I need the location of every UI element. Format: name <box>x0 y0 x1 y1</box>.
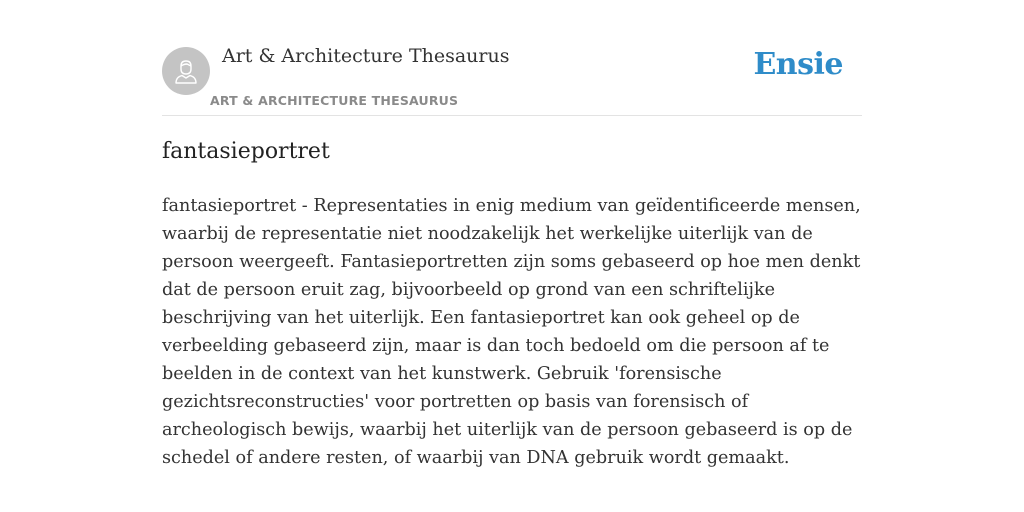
brand-logo[interactable]: Ensie <box>753 47 843 82</box>
header <box>162 0 862 116</box>
source-title[interactable]: Art & Architecture Thesaurus <box>222 45 510 67</box>
avatar[interactable] <box>162 47 210 95</box>
definition-text: fantasieportret - Representaties in enig medium van geïdentificeerde mensen, waarbij de representatie niet noodzakelijk het werkelijke uiterlijk van de persoon weergeeft. Fantasieportretten zijn soms gebaseerd op hoe men denkt dat de persoon eruit zag, bijvoorbeeld op grond van een schriftelijke beschrijving van het uiterlijk. Een fantasieportret kan ook geheel op de verbeelding gebaseerd zijn, maar is dan toch bedoeld om die persoon af te beelden in de context van het kunstwerk. Gebruik 'forensische gezichtsreconstructies' voor portretten op basis van forensisch of archeologisch bewijs, waarbij het uiterlijk van de persoon gebaseerd is op de schedel of andere resten, of waarbij van DNA gebruik wordt gemaakt. <box>162 196 861 468</box>
user-icon <box>171 56 201 86</box>
source-subtitle: ART & ARCHITECTURE THESAURUS <box>210 93 459 108</box>
page <box>162 0 862 512</box>
term-title: fantasieportret <box>162 139 330 164</box>
